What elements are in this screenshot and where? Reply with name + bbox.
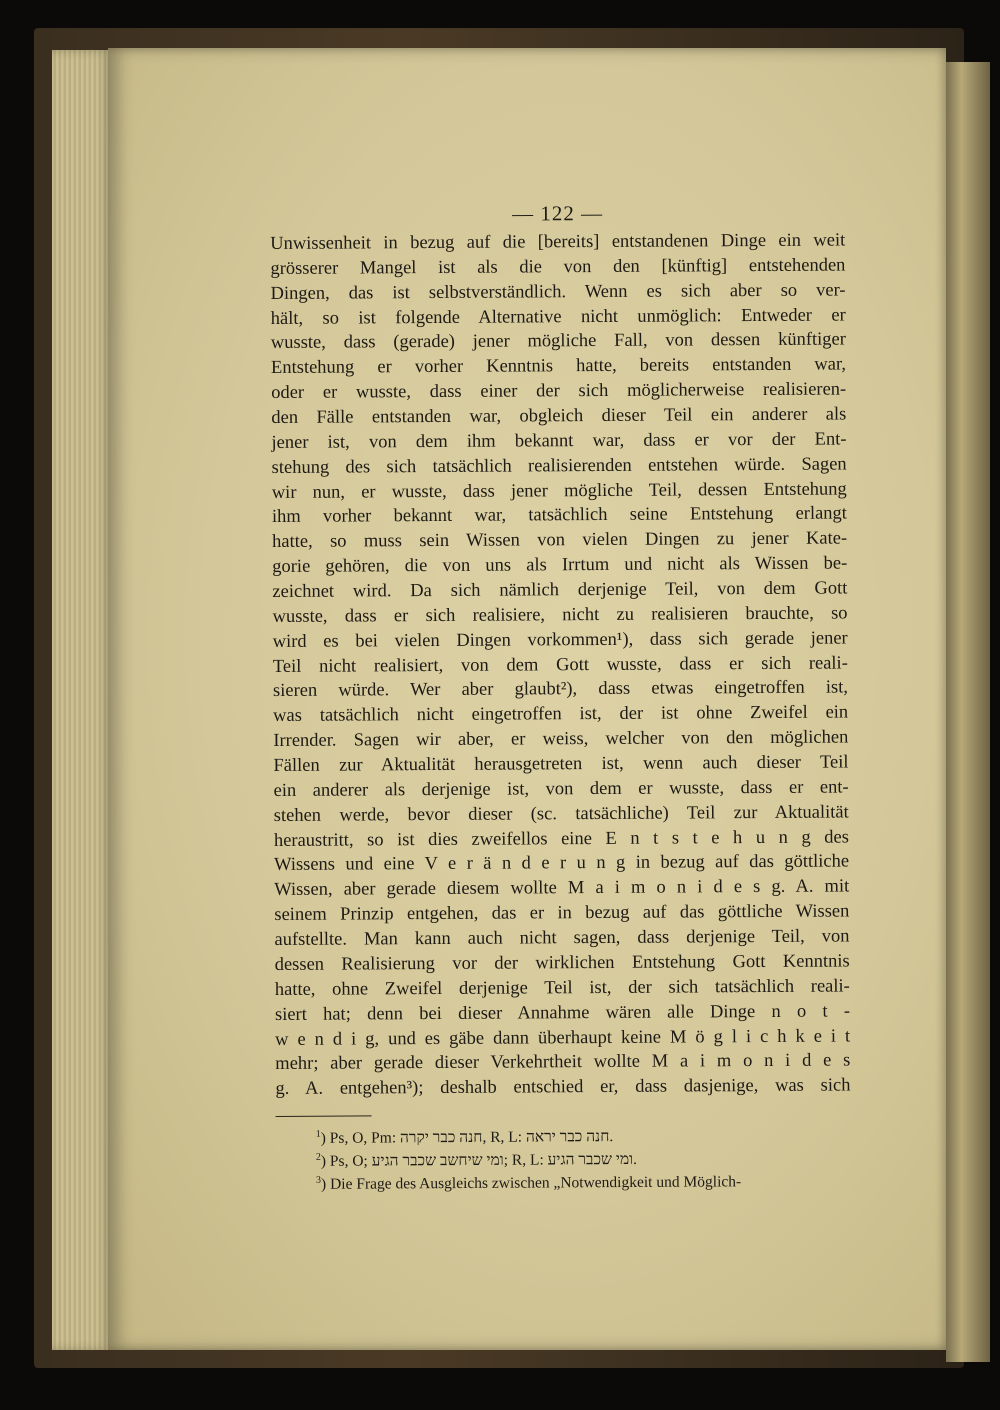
text-line: seinem Prinzip entgehen, das er in bezug auf das göttliche Wissen	[274, 901, 850, 926]
text-line: w e n d i g, und es gäbe dann überhaupt keine M ö g l i c h k e i t	[275, 1025, 851, 1050]
text-line: gorie gehören, die von uns als Irrtum und nicht als Wissen be-	[272, 553, 848, 578]
text-line: wusste, dass (gerade) jener mögliche Fall, von dessen künftiger	[270, 329, 846, 354]
text-line: zeichnet wird. Da sich nämlich derjenige Teil, von dem Gott	[272, 578, 848, 603]
text-line: den Fälle entstanden war, obgleich dieser Teil ein anderer als	[271, 404, 847, 429]
text-line: Teil nicht realisiert, von dem Gott wusste, dass er sich reali-	[272, 653, 848, 677]
page-content	[270, 196, 851, 1192]
footnote	[276, 1166, 851, 1193]
footnote-text: ) Die Frage des Ausgleichs zwischen „Notwendigkeit und Möglich-	[320, 1173, 742, 1193]
text-line: stehen werde, bevor dieser (sc. tatsächliche) Teil zur Aktualität	[273, 802, 849, 826]
text-line: g. A. entgehen³); deshalb entschied er, dass dasjenige, was sich	[275, 1075, 851, 1100]
text-line: Entstehung er vorher Kenntnis hatte, bereits entstanden war,	[270, 354, 847, 379]
text-line: ihm vorher bekannt war, tatsächlich seine Entstehung erlangt	[271, 503, 847, 528]
text-line: mehr; aber gerade dieser Verkehrtheit wollte M a i m o n i d e s	[275, 1050, 851, 1075]
text-line: heraustritt, so ist dies zweifellos eine E n t s t e h u n g des	[273, 827, 849, 851]
footnote-mark: 2	[315, 1151, 321, 1163]
footnote-mark: 3	[315, 1174, 322, 1186]
text-line: Dingen, das ist selbstverständlich. Wenn es sich aber so ver-	[270, 280, 846, 304]
text-line: hatte, so muss sein Wissen von vielen Dingen zu jener Kate-	[272, 528, 848, 553]
facing-page-edge	[946, 62, 990, 1362]
text-line: sieren würde. Wer aber glaubt²), dass etwas eingetroffen ist,	[272, 677, 849, 702]
text-line: siert hat; denn bei dieser Annahme wären alle Dinge n o t -	[274, 1001, 851, 1025]
footnotes	[276, 1120, 851, 1193]
footnote-text: ) Ps, O; ומי שיחשב שכבר הגיע; R, L: ומי שכבר הגיע.	[320, 1151, 638, 1170]
text-line: Wissens und eine V e r ä n d e r u n g in bezug auf das göttliche	[274, 851, 850, 876]
text-line: stehung des sich tatsächlich realisierenden entstehen würde. Sagen	[271, 454, 847, 478]
text-line: was tatsächlich nicht eingetroffen ist, der ist ohne Zweifel ein	[273, 702, 849, 727]
text-line: hatte, ohne Zweifel derjenige Teil ist, der sich tatsächlich reali-	[274, 976, 850, 1000]
page-stack-edge	[52, 50, 112, 1350]
text-line: jener ist, von dem ihm bekannt war, dass er vor der Ent-	[271, 429, 847, 453]
text-line: ein anderer als derjenige ist, von dem er wusste, dass er ent-	[273, 777, 849, 801]
text-line: wir nun, er wusste, dass jener mögliche Teil, dessen Entstehung	[271, 479, 847, 503]
text-line: dessen Realisierung vor der wirklichen Entstehung Gott Kenntnis	[274, 951, 850, 975]
text-line: aufstellte. Man kann auch nicht sagen, dass derjenige Teil, von	[274, 926, 850, 951]
footnote-divider	[276, 1115, 372, 1117]
text-line: Fällen zur Aktualität herausgetreten ist, wenn auch dieser Teil	[273, 752, 849, 777]
text-line: wusste, dass er sich realisiere, nicht zu realisieren brauchte, so	[272, 603, 848, 627]
text-line: Unwissenheit in bezug auf die [bereits] entstandenen Dinge ein weit	[270, 230, 846, 254]
text-line: Wissen, aber gerade diesem wollte M a i m o n i d e s g. A. mit	[274, 876, 850, 901]
footnote-text: ) Ps, O, Pm: חנה כבר יקרה, R, L: חנה כבר יראה.	[320, 1128, 614, 1147]
text-line: hält, so ist folgende Alternative nicht unmöglich: Entweder er	[270, 305, 846, 329]
text-line: wird es bei vielen Dingen vorkommen¹), dass sich gerade jener	[272, 628, 848, 652]
text-line: Irrender. Sagen wir aber, er weiss, welcher von den möglichen	[273, 727, 849, 752]
text-line: oder er wusste, dass einer der sich möglicherweise realisieren-	[271, 379, 847, 404]
body-text	[270, 228, 850, 1102]
page-number: — 122 —	[512, 200, 604, 226]
text-line: grösserer Mangel ist als die von den [künftig] entstehenden	[270, 255, 846, 279]
footnote-mark: 1	[315, 1128, 321, 1140]
